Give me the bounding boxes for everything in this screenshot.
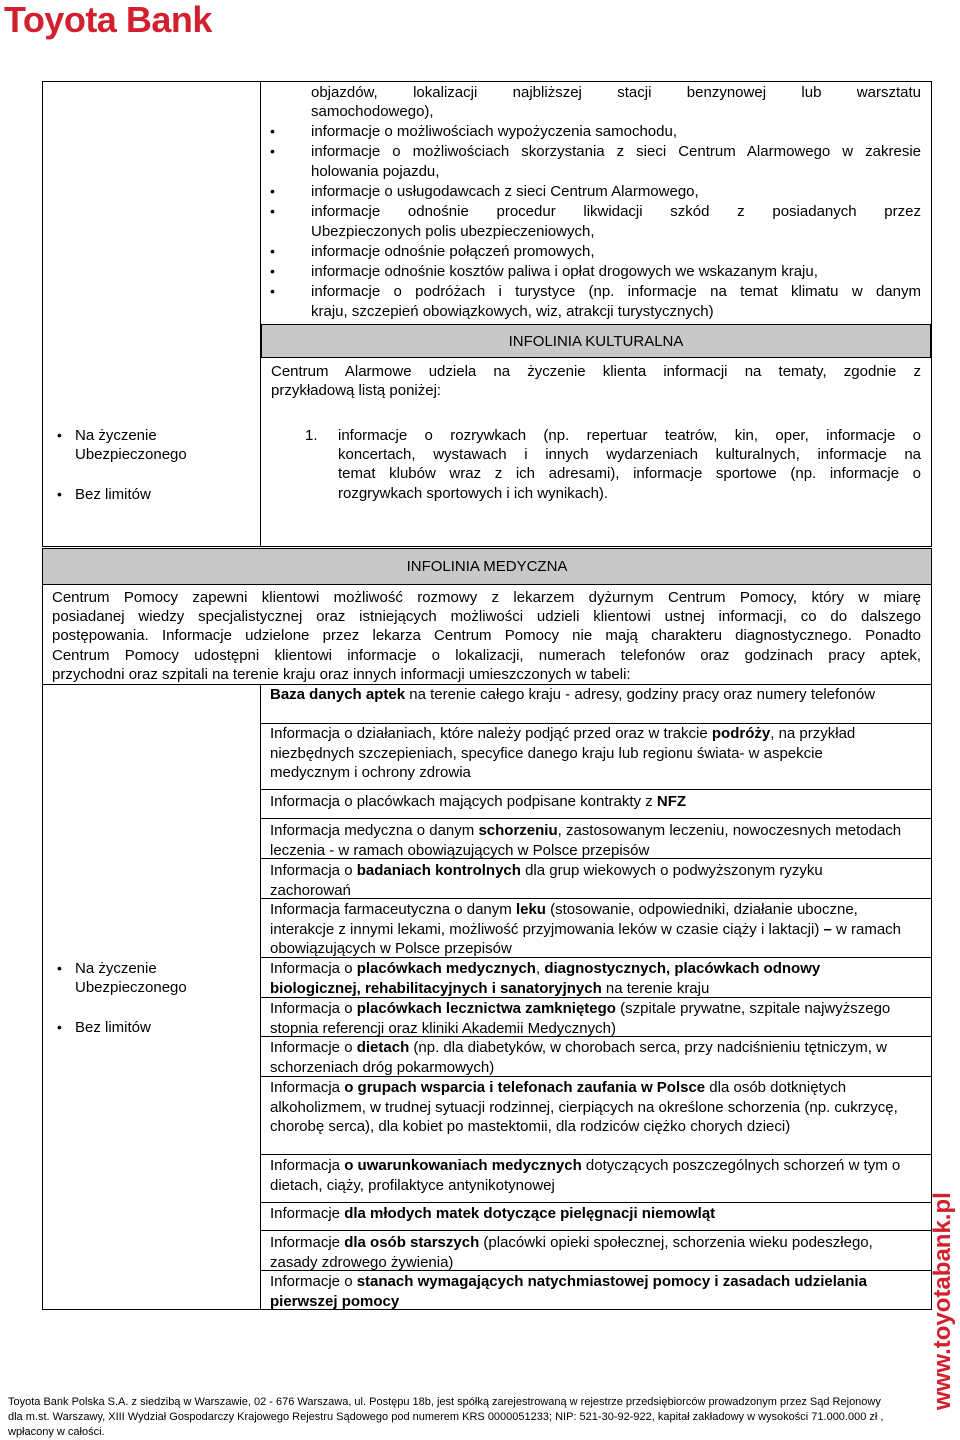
bold-text: dla młodych matek dotyczące pielęgnacji niemowląt [344, 1205, 716, 1222]
bullet-icon: • [57, 960, 62, 976]
row-text: dla osób dotkniętych alkoholizmem, w trudnej sytuacji rodzinnej, cierpiących na określone schorzenia (np. cukrzycę, chorobę serca), dla kobiet po mastektomii, dla rodziców ciężko chorych dzieci) [270, 1079, 898, 1135]
bullet-item-line: informacje odnośnie połączeń promowych, [311, 243, 595, 260]
paragraph-line: postępowania. Informacje udzielone przez lekarza Centrum Pomocy nie mają charakteru diagnostycznego. Ponadto [52, 627, 921, 645]
medical-info-row [270, 724, 902, 783]
row-text: Informacje o [270, 1039, 357, 1056]
row-text: Informacje o [270, 1273, 357, 1290]
bullet-icon: • [57, 427, 62, 443]
kulturalna-intro-line-2: przykładową listą poniżej: [271, 382, 442, 399]
medical-info-row [270, 999, 902, 1038]
row-divider [260, 1154, 932, 1155]
numbered-item-line-2: koncertach, wystawach i innych wydarzeniach kulturalnych, informacje na [338, 446, 921, 463]
bold-text: o grupach wsparcia i telefonach zaufania w Polsce [344, 1079, 706, 1096]
bold-text: o uwarunkowaniach medycznych [344, 1157, 582, 1174]
continuation-line-2: samochodowego), [311, 103, 434, 120]
row-text: dla grup wiekowych o podwyższonym ryzyku zachorowań [270, 862, 823, 899]
row-divider [260, 789, 932, 790]
row-text: Informacja o [270, 1000, 357, 1017]
side-note-ubezpieczonego-2: Ubezpieczonego [75, 979, 187, 996]
row-text: (placówki opieki społecznej, schorzenia wieku podeszłego, zasady zdrowego żywienia) [270, 1234, 873, 1271]
row-text: Informacja o działaniach, które należy podjąć przed oraz w trakcie [270, 725, 712, 742]
bold-text: dla osób starszych [344, 1234, 480, 1251]
bullet-item-line: informacje odnośnie procedur likwidacji szkód z posiadanych przez [311, 203, 921, 220]
row-divider [260, 898, 932, 899]
bullet-item-line: holowania pojazdu, [311, 163, 440, 180]
bullet-icon: • [270, 283, 275, 299]
bold-text: – [823, 920, 832, 938]
footer-line-2: dla m.st. Warszawy, XIII Wydział Gospodarczy Krajowego Rejestru Sądowego pod numerem KRS 0000051233; NIP: 521-30-92-922, kapitał zakładowy w wysokości 71.000.000 zł , [8, 1411, 884, 1423]
paragraph-line: przychodni oraz szpitali na terenie kraju oraz innych informacji umieszczonych w tabeli: [52, 665, 631, 683]
bold-text: dietach [356, 1039, 410, 1056]
row-text: Informacja medyczna o danym [270, 822, 479, 839]
side-note-na-zyczenie-2: • Na życzenie [57, 960, 157, 977]
bullet-item-line: Ubezpieczonych polis ubezpieczeniowych, [311, 223, 595, 240]
medical-info-row [270, 900, 902, 959]
vertical-website-url: www.toyotabank.pl [929, 1192, 956, 1410]
row-divider [260, 1230, 932, 1231]
row-divider [260, 818, 932, 819]
numbered-item-line-1: informacje o rozrywkach (np. repertuar teatrów, kin, oper, informacje o [338, 427, 921, 444]
paragraph-line: Centrum Pomocy zapewni klientowi możliwość rozmowy z lekarzem dyżurnym Centrum Pomocy, który w miarę [52, 589, 921, 606]
bold-text: badaniach kontrolnych [356, 862, 521, 879]
footer-line-1: Toyota Bank Polska S.A. z siedzibą w Warszawie, 02 - 676 Warszawa, ul. Postępu 18b, jest spółką zarejestrowaną w rejestrze przedsiębiorców prowadzonym przez Sąd Rejonowy [8, 1396, 881, 1408]
side-note-ubezpieczonego: Ubezpieczonego [75, 446, 187, 463]
row-divider [260, 858, 932, 859]
bullet-icon: • [57, 1019, 62, 1035]
bullet-item-line: informacje o usługodawcach z sieci Centrum Alarmowego, [311, 183, 699, 200]
row-text: , [535, 960, 545, 977]
medical-info-row [270, 792, 902, 812]
medical-info-row [270, 685, 902, 705]
row-text: , na przykład niezbędnych szczepieniach, specyfice danego kraju lub regionu świata- w aspekcie medycznym i ochrony zdrowia [270, 725, 856, 781]
bullet-item-line: kraju, szczepień obowiązkowych, wiz, atrakcji turystycznych) [311, 303, 714, 320]
numbered-item-line-3: temat klubów wraz z ich adresami), informacje sportowe (np. informacje o [338, 465, 921, 482]
side-note-bez-limitow: • Bez limitów [57, 486, 151, 503]
row-text: w ramach obowiązujących w Polsce przepisów [270, 920, 902, 957]
row-text: Informacja o [270, 960, 357, 977]
bullet-icon: • [270, 123, 275, 139]
row-text: na terenie kraju [601, 979, 710, 997]
bold-text: leku [515, 901, 546, 918]
bullet-icon: • [270, 263, 275, 279]
bullet-icon: • [270, 143, 275, 159]
continuation-line-1: objazdów, lokalizacji najbliższej stacji benzynowej lub warsztatu [311, 84, 921, 101]
bullet-item-line: informacje odnośnie kosztów paliwa i opłat drogowych we wskazanym kraju, [311, 263, 818, 280]
row-divider [260, 1076, 932, 1077]
side-note-bez-limitow-2: • Bez limitów [57, 1019, 151, 1036]
bullet-icon: • [57, 486, 62, 502]
medical-info-row [270, 861, 902, 900]
medical-info-row [270, 1204, 902, 1224]
row-divider [260, 1202, 932, 1203]
paragraph-line: posiadanej wiedzy specjalistycznej oraz istniejących możliwości udzieli klientowi ustnej informacji, co do dalszego [52, 608, 921, 626]
bullet-item-line: informacje o podróżach i turystyce (np. informacje na temat klimatu w danym [311, 283, 921, 300]
bullet-icon: • [270, 183, 275, 199]
bullet-item-line: informacje o możliwościach wypożyczenia samochodu, [311, 123, 677, 140]
row-text: Informacja [270, 1157, 345, 1174]
row-text: Informacje [270, 1234, 345, 1251]
bullet-icon: • [270, 203, 275, 219]
paragraph-line: Centrum Pomocy udostępni klientowi informacje o lokalizacji, numerach telefonów oraz godzinach pracy aptek, [52, 646, 921, 664]
row-divider [260, 1270, 932, 1271]
row-text: Informacja [270, 1079, 345, 1096]
section1-column-divider [260, 81, 261, 547]
row-divider [260, 997, 932, 998]
medical-info-row [270, 959, 902, 998]
row-text: na terenie całego kraju - adresy, godziny pracy oraz numery telefonów [405, 686, 876, 703]
row-divider [260, 1036, 932, 1037]
row-text: (szpitale prywatne, szpitale najwyższego stopnia referencji oraz kliniki Akademii Medycznych) [270, 1000, 891, 1037]
row-text: Informacja o [270, 862, 357, 879]
row-text: Informacja o placówkach mających podpisane kontrakty z [270, 793, 657, 810]
bold-text: Baza danych aptek [270, 686, 406, 703]
row-text: (np. dla diabetyków, w chorobach serca, przy nadciśnieniu tętniczym, w schorzeniach dróg pokarmowych) [270, 1039, 887, 1076]
kulturalna-intro-line-1: Centrum Alarmowe udziela na życzenie klienta informacji na tematy, zgodnie z [271, 363, 921, 380]
bold-text: stanach wymagających natychmiastowej pomocy i zasadach udzielania pierwszej pomocy [270, 1273, 867, 1310]
medical-info-row [270, 1078, 902, 1137]
bold-text: podróży [711, 725, 771, 742]
row-text: , zastosowanym leczeniu, nowoczesnych metodach leczenia - w ramach obowiązujących w Polsce przepisów [270, 822, 902, 859]
medical-info-row [270, 1233, 902, 1272]
numbered-item-line-4: rozgrywkach sportowych i ich wynikach). [338, 485, 609, 502]
bold-text: diagnostycznych, placówkach odnowy biologicznej, rehabilitacyjnych i sanatoryjnych [270, 960, 821, 997]
row-text: Informacje [270, 1205, 345, 1222]
bold-text: NFZ [656, 793, 687, 810]
bullet-item-line: informacje o możliwościach skorzystania z sieci Centrum Alarmowego w zakresie [311, 143, 921, 160]
row-text: Informacja farmaceutyczna o danym [270, 901, 516, 918]
infolinia-kulturalna-heading: INFOLINIA KULTURALNA [261, 324, 931, 358]
row-text: (stosowanie, odpowiedniki, działanie uboczne, interakcje z innymi lekami, możliwość przyjmowania leków w czasie ciąży i laktacji) [270, 901, 858, 938]
row-text: dotyczących poszczególnych schorzeń w tym o dietach, ciąży, profilaktyce antynikotynowej [270, 1157, 901, 1194]
bold-text: schorzeniu [478, 822, 558, 839]
numbered-item-number: 1. [305, 427, 318, 444]
toyota-bank-logo: Toyota Bank [4, 0, 212, 40]
bullet-icon: • [270, 243, 275, 259]
side-note-na-zyczenie: • Na życzenie [57, 427, 157, 444]
bold-text: placówkach lecznictwa zamkniętego [356, 1000, 616, 1017]
medical-info-row [270, 1272, 902, 1311]
medical-info-row [270, 1038, 902, 1077]
medical-info-row [270, 1156, 902, 1195]
bold-text: placówkach medycznych [356, 960, 536, 977]
medical-info-row [270, 821, 902, 860]
infolinia-medyczna-heading: INFOLINIA MEDYCZNA [43, 549, 931, 585]
row-divider [260, 957, 932, 958]
footer-line-3: wpłacony w całości. [8, 1426, 105, 1438]
